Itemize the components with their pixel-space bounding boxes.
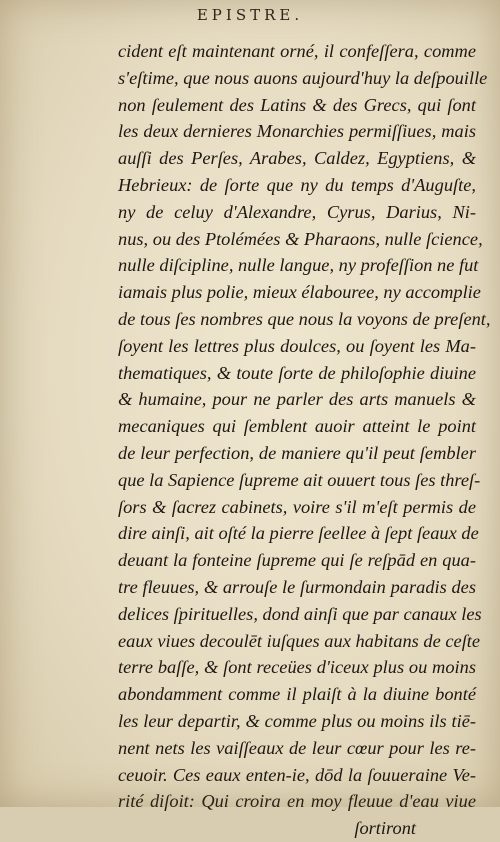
- text-line: s'eſtime, que nous auons aujourd'huy la deſpouille: [118, 67, 488, 88]
- text-line: delices ſpirituelles, dond ainſi que par canaux les: [118, 603, 482, 624]
- text-line: Hebrieux: de ſorte que ny du temps d'Auguſte,: [118, 174, 476, 195]
- text-line: terre baſſe, & ſont receües d'iceux plus ou moins: [118, 657, 476, 678]
- text-line: rité diſoit: Qui croira en moy fleuue d'eau viue: [118, 791, 476, 812]
- text-line: & humaine, pour ne parler des arts manuels &: [118, 389, 476, 410]
- text-line: nulle diſcipline, nulle langue, ny profeſſion ne fut: [118, 255, 479, 276]
- text-line: mecaniques qui ſemblent auoir atteint le point: [118, 416, 476, 437]
- text-line: que la Sapience ſupreme ait ouuert tous ſes threſ-: [118, 469, 481, 490]
- text-line: eaux viues decoulēt iuſques aux habitans de ceſte: [118, 630, 481, 651]
- text-line: les deux dernieres Monarchies permiſſiues, mais: [118, 121, 476, 142]
- text-line: ny de celuy d'Alexandre, Cyrus, Darius, Ni-: [118, 201, 476, 222]
- text-line: tre fleuues, & arrouſe le ſurmondain paradis des: [118, 576, 476, 597]
- body-text: [118, 38, 491, 842]
- text-line: de leur perfection, de maniere qu'il peut ſembler: [118, 442, 476, 463]
- text-line: de tous ſes nombres que nous la voyons de preſent,: [118, 308, 491, 329]
- text-line: les leur departir, & comme plus ou moins ils tiē-: [118, 710, 476, 731]
- catchword: ſortiront: [354, 818, 416, 839]
- text-line: cident eſt maintenant orné, il confeſſera, comme: [118, 41, 476, 61]
- text-line: ceuoir. Ces eaux enten-ie, dōd la ſouueraine Ve-: [118, 764, 476, 785]
- text-line: nus, ou des Ptolémées & Pharaons, nulle ſcience,: [118, 228, 483, 249]
- text-line: deuant la fonteine ſupreme qui ſe reſpād en qua-: [118, 550, 476, 571]
- text-line: abondamment comme il plaiſt à la diuine bonté: [118, 684, 476, 705]
- text-line: auſſi des Perſes, Arabes, Caldez, Egyptiens, &: [118, 148, 476, 169]
- running-head: EPISTRE.: [196, 6, 304, 24]
- text-line: ſors & ſacrez cabinets, voire s'il m'eſt permis de: [118, 496, 476, 517]
- text-line: iamais plus polie, mieux élabouree, ny accomplie: [118, 282, 481, 303]
- text-line: thematiques, & toute ſorte de philoſophie diuine: [118, 362, 476, 383]
- text-line: dire ainſi, ait oſté la pierre ſeellee à ſept ſeaux de: [118, 523, 479, 544]
- text-line: ſoyent les lettres plus doulces, ou ſoyent les Ma-: [118, 335, 476, 356]
- text-line: nent nets les vaiſſeaux de leur cœur pour les re-: [118, 737, 476, 758]
- text-line: non ſeulement des Latins & des Grecs, qui ſont: [118, 94, 476, 115]
